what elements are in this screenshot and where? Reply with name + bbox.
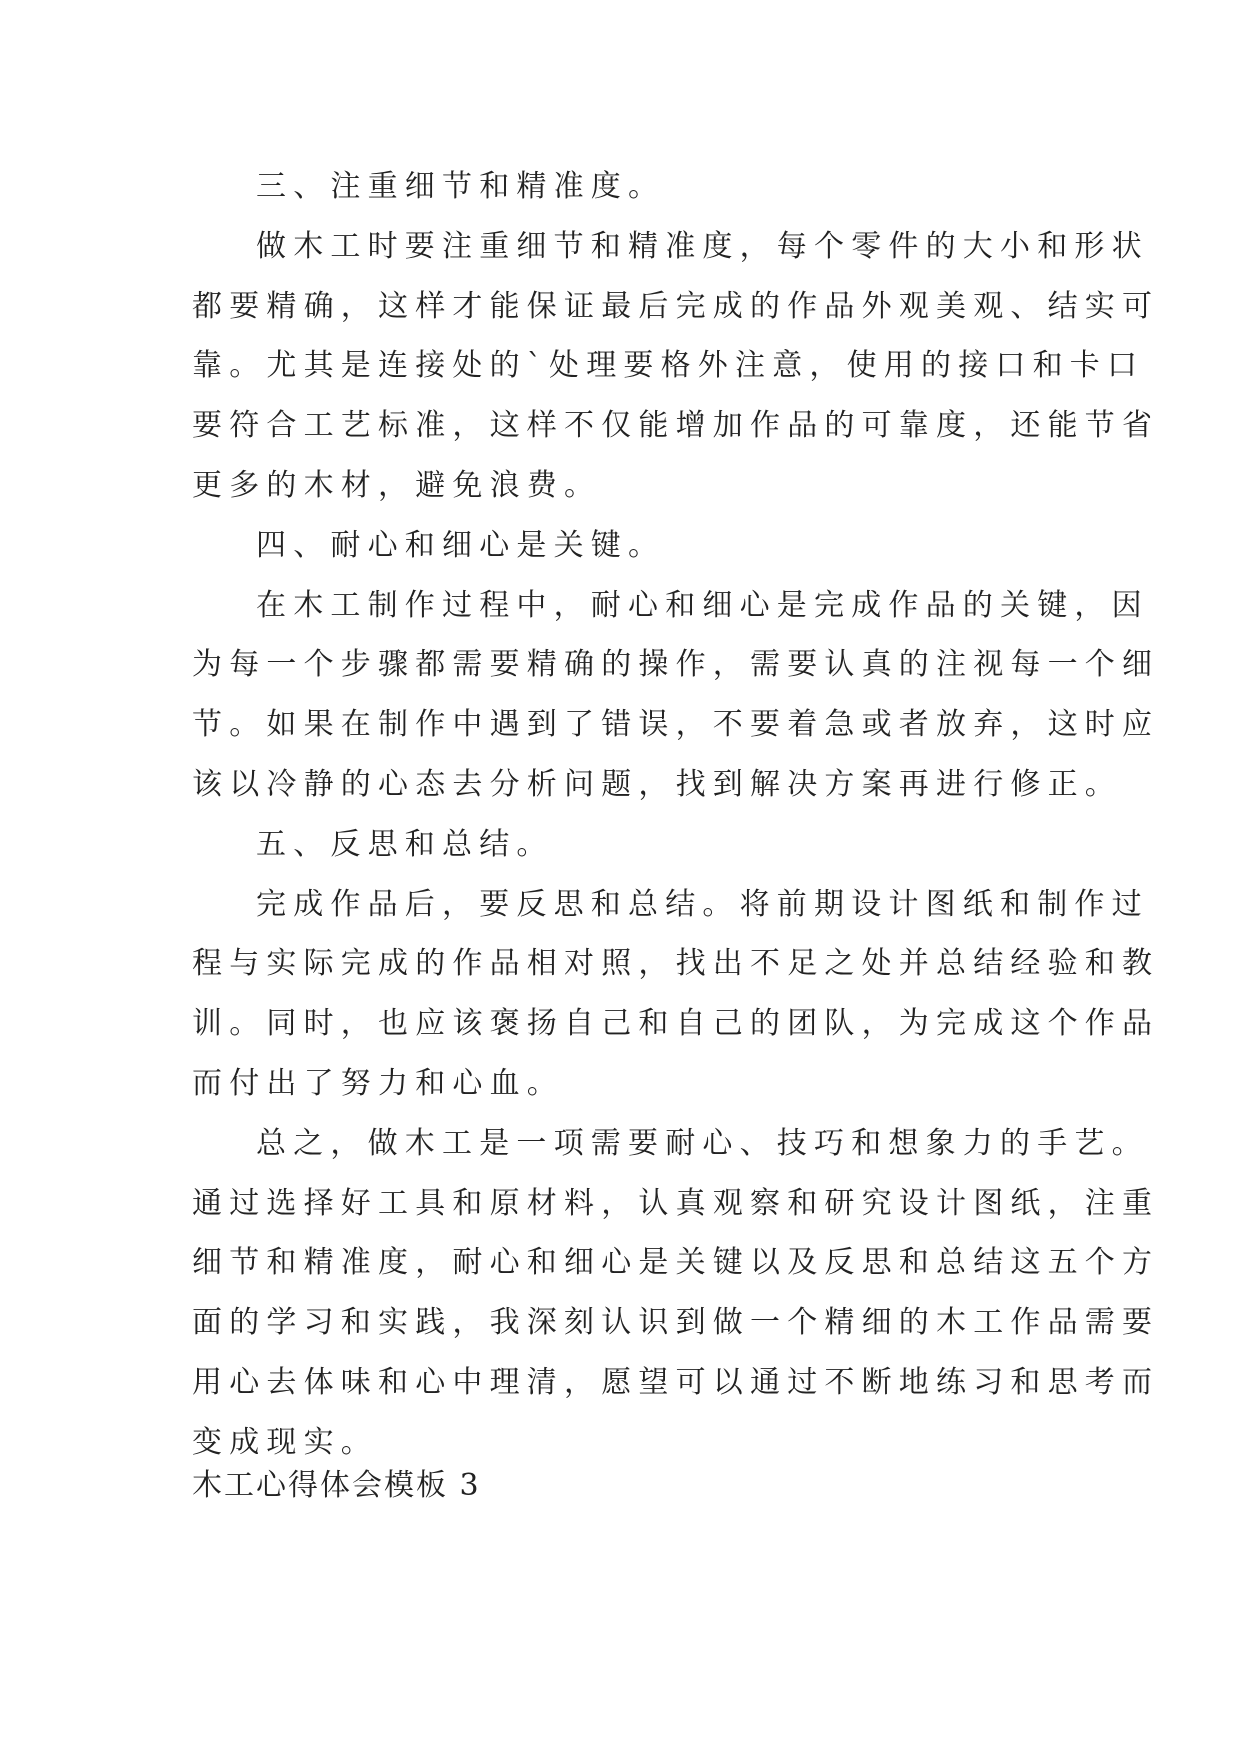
paragraph-line: 完成作品后，要反思和总结。将前期设计图纸和制作过: [256, 886, 1149, 922]
paragraph-line: 为每一个步骤都需要精确的操作，需要认真的注视每一个细: [192, 647, 1160, 683]
paragraph-line: 用心去体味和心中理清，愿望可以通过不断地练习和思考而: [192, 1364, 1160, 1400]
paragraph-line: 该以冷静的心态去分析问题，找到解决方案再进行修正。: [192, 766, 1122, 802]
paragraph-line: 都要精确，这样才能保证最后完成的作品外观美观、结实可: [192, 288, 1160, 324]
next-section-title: 木工心得体会模板 3: [192, 1468, 481, 1503]
paragraph-line: 而付出了努力和心血。: [192, 1065, 564, 1101]
paragraph-line: 做木工时要注重细节和精准度，每个零件的大小和形状: [256, 228, 1149, 264]
paragraph-line: 细节和精准度，耐心和细心是关键以及反思和总结这五个方: [192, 1245, 1160, 1281]
paragraph-section-5: [192, 875, 1160, 1114]
paragraph-line: 程与实际完成的作品相对照，找出不足之处并总结经验和教: [192, 946, 1160, 982]
paragraph-line: 靠。尤其是连接处的`处理要格外注意，使用的接口和卡口: [192, 348, 1145, 384]
paragraph-line: 总之，做木工是一项需要耐心、技巧和想象力的手艺。: [256, 1125, 1149, 1161]
paragraph-line: 通过选择好工具和原材料，认真观察和研究设计图纸，注重: [192, 1185, 1160, 1221]
paragraph-section-3: [192, 217, 1160, 516]
heading-section-3: 三、注重细节和精准度。: [256, 169, 666, 204]
paragraph-conclusion: [192, 1114, 1160, 1473]
paragraph-line: 在木工制作过程中，耐心和细心是完成作品的关键，因: [256, 587, 1149, 623]
paragraph-line: 节。如果在制作中遇到了错误，不要着急或者放弃，这时应: [192, 707, 1160, 743]
paragraph-section-4: [192, 576, 1160, 815]
paragraph-line: 更多的木材，避免浪费。: [192, 467, 602, 503]
paragraph-line: 面的学习和实践，我深刻认识到做一个精细的木工作品需要: [192, 1305, 1160, 1341]
heading-section-5: 五、反思和总结。: [256, 826, 554, 862]
document-body: [192, 157, 1160, 1473]
paragraph-line: 变成现实。: [192, 1424, 378, 1460]
paragraph-line: 要符合工艺标准，这样不仅能增加作品的可靠度，还能节省: [192, 408, 1160, 444]
heading-section-4: 四、耐心和细心是关键。: [256, 527, 666, 563]
paragraph-line: 训。同时，也应该褒扬自己和自己的团队，为完成这个作品: [192, 1006, 1160, 1042]
